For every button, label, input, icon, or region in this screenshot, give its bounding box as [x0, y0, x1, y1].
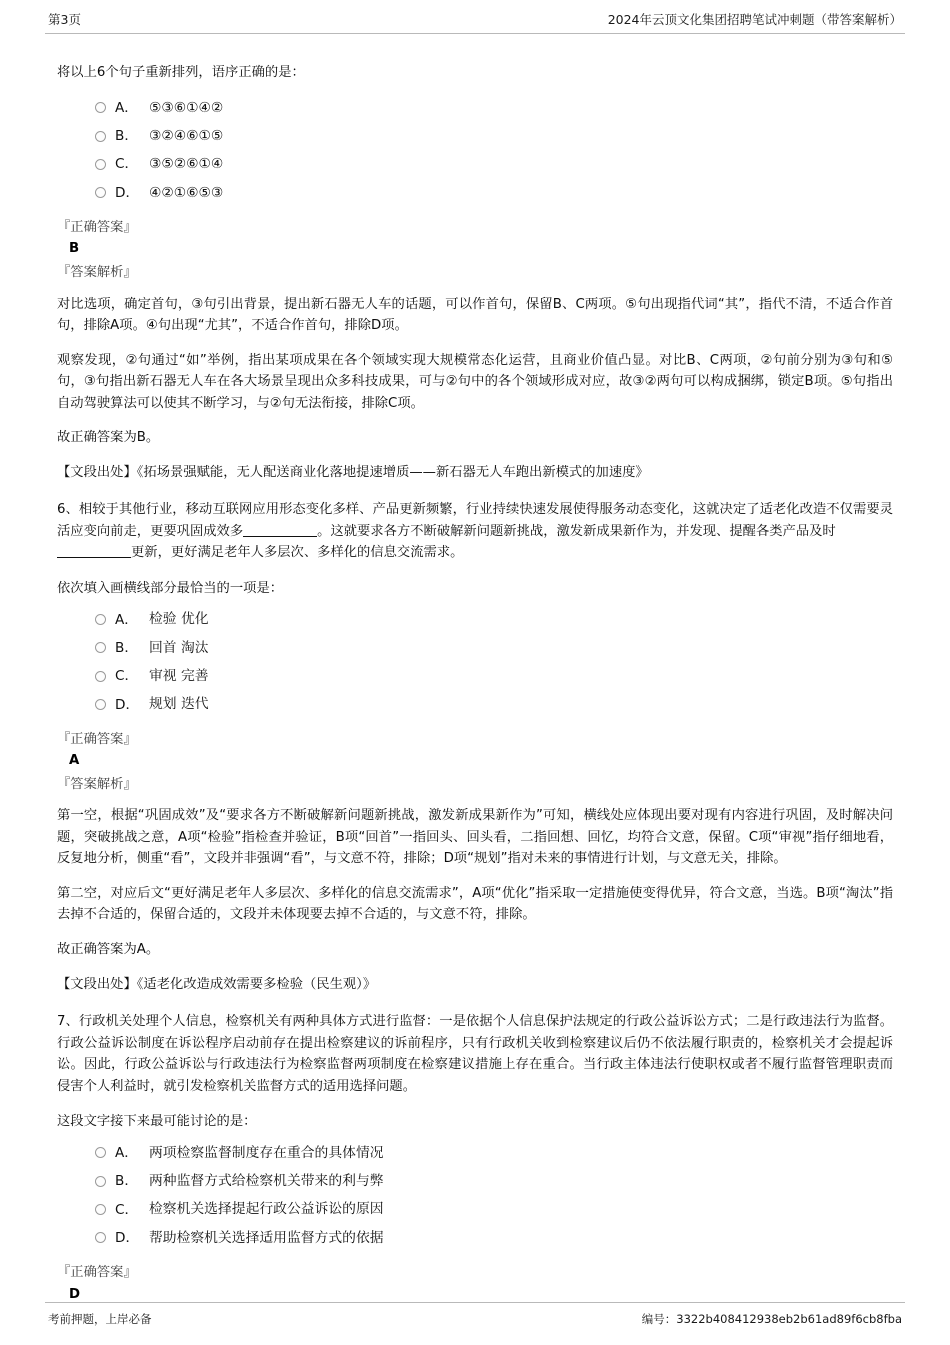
option-letter: D． [115, 1229, 140, 1246]
q6-correct-answer-label: 『正确答案』 [57, 731, 137, 747]
radio-icon[interactable] [95, 671, 106, 682]
q7-correct-answer-label: 『正确答案』 [57, 1265, 137, 1281]
q6-option-list [57, 605, 893, 718]
q7-passage-text: 行政机关处理个人信息，检察机关有两种具体方式进行监督：一是依据个人信息保护法规定的行政公益诉讼方式；二是行政违法行为监督。行政公益诉讼制度在诉讼程序启动前存在提出检察建议的诉前程序，只有行政机关收到检察建议后仍不依法履行职责的，检察机关才会提起诉讼。因此，行政公益诉讼与行政违法行为检察监督两项制度在检察建议措施上存在重合。当行政主体违法行使职权或者不履行监督管理职责而侵害个人利益时，就引发检察机关监督方式的适用选择问题。 [57, 1014, 893, 1094]
q5-stem: 将以上6个句子重新排列，语序正确的是： [57, 65, 305, 80]
q6-passage-part3: 更新，更好满足老年人多层次、多样化的信息交流需求。 [131, 545, 464, 561]
radio-icon[interactable] [95, 1176, 106, 1187]
option-letter: B． [115, 128, 138, 145]
option-letter: A． [115, 1144, 138, 1161]
q7-passage [57, 1011, 893, 1097]
q7-stem: 这段文字接下来最可能讨论的是： [57, 1114, 257, 1130]
page-header [45, 0, 905, 34]
option-letter: D． [115, 184, 140, 201]
q5-source: 【文段出处】《拓场景强赋能，无人配送商业化落地提速增质——新石器无人车跑出新模式的加速度》 [57, 464, 649, 480]
q6-source: 【文段出处】《适老化改造成效需要多检验（民生观）》 [57, 976, 377, 992]
option-letter: C． [115, 156, 139, 173]
q5-option-b[interactable] [95, 122, 893, 150]
q6-analysis-p2: 第二空，对应后文“更好满足老年人多层次、多样化的信息交流需求”，A项“优化”指采取一定措施使变得优异，符合文意，当选。B项“淘汰”指去掉不合适的，保留合适的，文段并未体现要去掉不合适的，与文意不符，排除。 [57, 885, 893, 923]
q5-analysis-label: 『答案解析』 [57, 264, 137, 280]
document-content [45, 34, 905, 1305]
q7-option-d[interactable] [95, 1224, 893, 1252]
q6-blank-2 [57, 557, 131, 558]
radio-icon[interactable] [95, 642, 106, 653]
option-letter: A． [115, 611, 138, 628]
radio-icon[interactable] [95, 1204, 106, 1215]
q6-stem: 依次填入画横线部分最恰当的一项是： [57, 580, 284, 596]
q5-analysis-p1: 对比选项，确定首句，③句引出背景，提出新石器无人车的话题，可以作首句，保留B、C两项。⑤句出现指代词“其”，指代不清，不适合作首句，排除A项。④句出现“尤其”，不适合作首句，排除D项。 [57, 296, 893, 334]
option-text: 帮助检察机关选择适用监督方式的依据 [149, 1229, 384, 1246]
q5-option-c[interactable] [95, 150, 893, 178]
option-letter: B． [115, 639, 138, 656]
q6-analysis-label: 『答案解析』 [57, 776, 137, 792]
q6-option-a[interactable] [95, 605, 893, 633]
option-text: ⑤③⑥①④② [149, 99, 224, 116]
option-letter: C． [115, 1201, 139, 1218]
q7-option-a[interactable] [95, 1139, 893, 1167]
q5-analysis-p2: 观察发现，②句通过“如”举例，指出某项成果在各个领域实现大规模常态化运营，且商业价值凸显。对比B、C两项，②句前分别为③句和⑤句，③句指出新石器无人车在各大场景呈现出众多科技成果，可与②句中的各个领域形成对应，故③②两句可以构成捆绑，锁定B项。⑤句指出自动驾驶算法可以使其不断学习，与②句无法衔接，排除C项。 [57, 352, 893, 411]
option-letter: C． [115, 668, 139, 685]
q5-correct-answer-value: B [69, 241, 80, 257]
option-letter: D． [115, 696, 140, 713]
q7-number: 7、 [57, 1014, 79, 1030]
footer-serial [642, 1311, 902, 1327]
q6-option-d[interactable] [95, 690, 893, 718]
radio-icon[interactable] [95, 187, 106, 198]
option-text: 两种监督方式给检察机关带来的利与弊 [149, 1173, 384, 1190]
q5-analysis-p3: 故正确答案为B。 [57, 430, 160, 446]
q6-blank-1 [243, 536, 317, 537]
q6-passage [57, 499, 893, 564]
option-text: ③⑤②⑥①④ [149, 156, 224, 173]
serial-value: 3322b408412938eb2b61ad89f6cb8fba [676, 1312, 902, 1326]
radio-icon[interactable] [95, 699, 106, 710]
q5-option-a[interactable] [95, 94, 893, 122]
option-text: 检察机关选择提起行政公益诉讼的原因 [149, 1201, 384, 1218]
option-text: 审视 完善 [149, 668, 209, 685]
page-footer [45, 1302, 905, 1327]
q5-option-d[interactable] [95, 179, 893, 207]
option-text: ④②①⑥⑤③ [149, 184, 224, 201]
q7-correct-answer-value: D [69, 1286, 81, 1302]
radio-icon[interactable] [95, 102, 106, 113]
q6-option-b[interactable] [95, 634, 893, 662]
serial-label: 编号： [641, 1312, 677, 1326]
q6-passage-part2: 。这就要求各方不断破解新问题新挑战，激发新成果新作为，并发现、提醒各类产品及时 [317, 523, 836, 539]
q6-passage-part1: 相较于其他行业，移动互联网应用形态变化多样、产品更新频繁，行业持续快速发展使得服务动态变化，这就决定了适老化改造不仅需要灵活应变向前走，更要巩固成效多 [57, 502, 893, 539]
q6-option-c[interactable] [95, 662, 893, 690]
option-letter: A． [115, 99, 138, 116]
option-letter: B． [115, 1173, 138, 1190]
radio-icon[interactable] [95, 159, 106, 170]
option-text: 两项检察监督制度存在重合的具体情况 [149, 1144, 384, 1161]
q6-analysis-p3: 故正确答案为A。 [57, 941, 160, 957]
option-text: ③②④⑥①⑤ [149, 127, 224, 144]
footer-slogan: 考前押题，上岸必备 [48, 1312, 152, 1326]
radio-icon[interactable] [95, 1147, 106, 1158]
q6-analysis-p1: 第一空，根据“巩固成效”及“要求各方不断破解新问题新挑战，激发新成果新作为”可知，横线处应体现出要对现有内容进行巩固，及时解决问题，突破挑战之意，A项“检验”指检查并验证，B项“回首”一指回头、回头看，二指回想、回忆，均符合文意，保留。C项“审视”指仔细地看，反复地分析，侧重“看”，文段并非强调“看”，与文意不符，排除；D项“规划”指对未来的事情进行计划，与文意无关，排除。 [57, 808, 893, 867]
q7-option-list [57, 1139, 893, 1252]
q7-option-c[interactable] [95, 1195, 893, 1223]
page-number-label: 第3页 [48, 12, 81, 27]
radio-icon[interactable] [95, 131, 106, 142]
document-title: 2024年云顶文化集团招聘笔试冲刺题（带答案解析） [607, 12, 902, 27]
q6-number: 6、 [57, 502, 79, 518]
option-text: 检验 优化 [149, 611, 209, 628]
q7-option-b[interactable] [95, 1167, 893, 1195]
q5-option-list [57, 94, 893, 207]
option-text: 回首 淘汰 [149, 639, 209, 656]
q6-correct-answer-value: A [69, 753, 80, 769]
option-text: 规划 迭代 [149, 696, 209, 713]
q5-correct-answer-label: 『正确答案』 [57, 219, 137, 235]
radio-icon[interactable] [95, 1232, 106, 1243]
radio-icon[interactable] [95, 614, 106, 625]
